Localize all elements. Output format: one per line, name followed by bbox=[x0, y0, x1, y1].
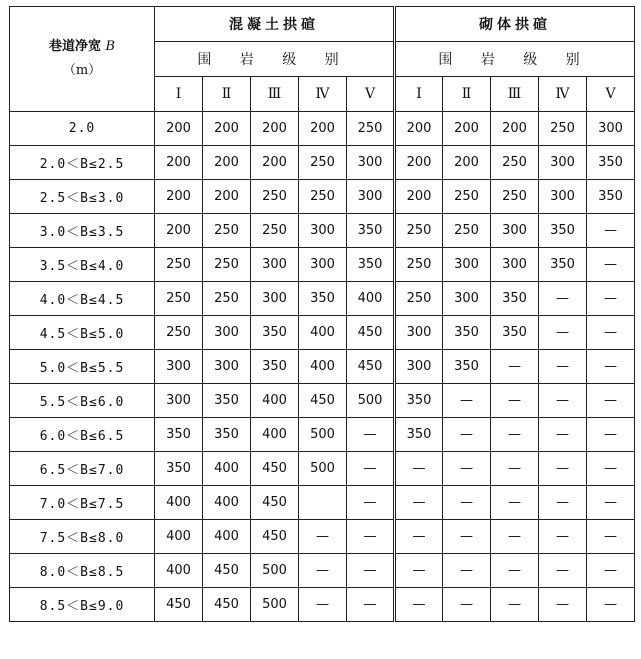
masonry-rock-grade-header: 围 岩 级 别 bbox=[395, 42, 635, 77]
masonry-thickness-cell: — bbox=[587, 452, 635, 486]
masonry-thickness-cell: — bbox=[587, 214, 635, 248]
concrete-thickness-cell: 450 bbox=[347, 350, 395, 384]
concrete-thickness-cell: 200 bbox=[203, 112, 251, 146]
masonry-thickness-cell: — bbox=[395, 486, 443, 520]
concrete-thickness-cell: 400 bbox=[155, 520, 203, 554]
width-range-cell: 4.0＜B≤4.5 bbox=[10, 282, 155, 316]
masonry-thickness-cell: — bbox=[587, 384, 635, 418]
masonry-thickness-cell: 350 bbox=[491, 316, 539, 350]
masonry-thickness-cell: — bbox=[587, 520, 635, 554]
masonry-thickness-cell: — bbox=[539, 418, 587, 452]
width-range-cell: 8.0＜B≤8.5 bbox=[10, 554, 155, 588]
masonry-thickness-cell: — bbox=[443, 418, 491, 452]
masonry-arch-header: 砌体拱碹 bbox=[395, 7, 635, 42]
concrete-thickness-cell: 500 bbox=[251, 588, 299, 622]
width-label-text: 巷道净宽 bbox=[48, 39, 101, 54]
masonry-thickness-cell: — bbox=[491, 588, 539, 622]
masonry-thickness-cell: — bbox=[491, 452, 539, 486]
concrete-thickness-cell: 400 bbox=[299, 316, 347, 350]
masonry-thickness-cell: — bbox=[443, 520, 491, 554]
width-range-cell: 5.0＜B≤5.5 bbox=[10, 350, 155, 384]
concrete-thickness-cell: 250 bbox=[347, 112, 395, 146]
concrete-thickness-cell: 350 bbox=[251, 350, 299, 384]
width-range-cell: 3.0＜B≤3.5 bbox=[10, 214, 155, 248]
concrete-thickness-cell: 400 bbox=[251, 418, 299, 452]
masonry-thickness-cell: — bbox=[443, 384, 491, 418]
concrete-thickness-cell: 300 bbox=[251, 248, 299, 282]
concrete-thickness-cell: 450 bbox=[347, 316, 395, 350]
masonry-thickness-cell: 200 bbox=[443, 112, 491, 146]
masonry-thickness-cell: — bbox=[539, 554, 587, 588]
table-row bbox=[10, 214, 635, 248]
masonry-grade-5-header: Ⅴ bbox=[587, 77, 635, 112]
concrete-thickness-cell: 200 bbox=[251, 112, 299, 146]
masonry-thickness-cell: — bbox=[587, 248, 635, 282]
table-row bbox=[10, 146, 635, 180]
concrete-thickness-cell: 250 bbox=[203, 214, 251, 248]
concrete-thickness-cell: 400 bbox=[299, 350, 347, 384]
masonry-thickness-cell: 300 bbox=[539, 180, 587, 214]
concrete-thickness-cell: 500 bbox=[299, 452, 347, 486]
arch-thickness-table bbox=[9, 6, 635, 622]
concrete-thickness-cell: 250 bbox=[155, 282, 203, 316]
concrete-thickness-cell: 250 bbox=[299, 180, 347, 214]
masonry-thickness-cell: 250 bbox=[443, 214, 491, 248]
concrete-grade-5-header: Ⅴ bbox=[347, 77, 395, 112]
concrete-thickness-cell: 400 bbox=[155, 554, 203, 588]
masonry-thickness-cell: — bbox=[491, 520, 539, 554]
masonry-thickness-cell: 250 bbox=[395, 282, 443, 316]
masonry-thickness-cell: 200 bbox=[491, 112, 539, 146]
masonry-thickness-cell: 200 bbox=[443, 146, 491, 180]
concrete-thickness-cell: 250 bbox=[155, 316, 203, 350]
masonry-thickness-cell: 350 bbox=[491, 282, 539, 316]
masonry-thickness-cell: — bbox=[587, 486, 635, 520]
table-row bbox=[10, 384, 635, 418]
concrete-thickness-cell: 500 bbox=[347, 384, 395, 418]
table-row bbox=[10, 486, 635, 520]
masonry-grade-1-header: Ⅰ bbox=[395, 77, 443, 112]
masonry-thickness-cell: 300 bbox=[491, 214, 539, 248]
width-range-cell: 5.5＜B≤6.0 bbox=[10, 384, 155, 418]
concrete-thickness-cell: 300 bbox=[299, 214, 347, 248]
masonry-grade-2-header: Ⅱ bbox=[443, 77, 491, 112]
concrete-thickness-cell: 350 bbox=[203, 384, 251, 418]
table-row bbox=[10, 282, 635, 316]
concrete-thickness-cell: 400 bbox=[203, 452, 251, 486]
masonry-grade-4-header: Ⅳ bbox=[539, 77, 587, 112]
concrete-thickness-cell: — bbox=[299, 520, 347, 554]
width-range-cell: 6.0＜B≤6.5 bbox=[10, 418, 155, 452]
thickness-table-sheet bbox=[9, 6, 635, 622]
masonry-thickness-cell: 300 bbox=[443, 248, 491, 282]
concrete-thickness-cell: — bbox=[299, 554, 347, 588]
masonry-thickness-cell: 250 bbox=[395, 248, 443, 282]
concrete-grade-3-header: Ⅲ bbox=[251, 77, 299, 112]
masonry-thickness-cell: — bbox=[491, 350, 539, 384]
masonry-thickness-cell: 300 bbox=[587, 112, 635, 146]
masonry-thickness-cell: — bbox=[443, 486, 491, 520]
masonry-thickness-cell: 350 bbox=[587, 180, 635, 214]
concrete-thickness-cell: 450 bbox=[299, 384, 347, 418]
table-row bbox=[10, 350, 635, 384]
masonry-thickness-cell: 250 bbox=[443, 180, 491, 214]
masonry-thickness-cell: — bbox=[539, 588, 587, 622]
concrete-thickness-cell: 300 bbox=[347, 146, 395, 180]
masonry-thickness-cell: 250 bbox=[491, 146, 539, 180]
masonry-thickness-cell: — bbox=[539, 350, 587, 384]
concrete-thickness-cell: 300 bbox=[347, 180, 395, 214]
masonry-thickness-cell: — bbox=[587, 418, 635, 452]
concrete-thickness-cell: 400 bbox=[203, 486, 251, 520]
masonry-thickness-cell: 250 bbox=[395, 214, 443, 248]
width-range-cell: 7.5＜B≤8.0 bbox=[10, 520, 155, 554]
masonry-grade-3-header: Ⅲ bbox=[491, 77, 539, 112]
concrete-thickness-cell: 200 bbox=[155, 214, 203, 248]
masonry-thickness-cell: 300 bbox=[395, 316, 443, 350]
masonry-thickness-cell: 350 bbox=[539, 248, 587, 282]
concrete-thickness-cell: 300 bbox=[155, 350, 203, 384]
table-header bbox=[10, 7, 635, 112]
table-row bbox=[10, 180, 635, 214]
width-range-cell: 8.5＜B≤9.0 bbox=[10, 588, 155, 622]
concrete-thickness-cell: 200 bbox=[251, 146, 299, 180]
width-range-cell: 7.0＜B≤7.5 bbox=[10, 486, 155, 520]
concrete-thickness-cell: 200 bbox=[203, 180, 251, 214]
concrete-thickness-cell: 300 bbox=[155, 384, 203, 418]
concrete-arch-header: 混凝土拱碹 bbox=[155, 7, 395, 42]
concrete-thickness-cell: 400 bbox=[347, 282, 395, 316]
width-range-cell: 4.5＜B≤5.0 bbox=[10, 316, 155, 350]
concrete-thickness-cell: — bbox=[347, 452, 395, 486]
masonry-thickness-cell: 350 bbox=[395, 384, 443, 418]
concrete-thickness-cell: 400 bbox=[155, 486, 203, 520]
masonry-thickness-cell: — bbox=[491, 554, 539, 588]
concrete-thickness-cell: — bbox=[299, 588, 347, 622]
masonry-thickness-cell: — bbox=[587, 554, 635, 588]
masonry-thickness-cell: — bbox=[443, 554, 491, 588]
masonry-thickness-cell: 200 bbox=[395, 146, 443, 180]
masonry-thickness-cell: 350 bbox=[443, 316, 491, 350]
masonry-thickness-cell: — bbox=[587, 282, 635, 316]
concrete-thickness-cell: 300 bbox=[203, 350, 251, 384]
concrete-thickness-cell: 200 bbox=[155, 180, 203, 214]
table-row bbox=[10, 112, 635, 146]
masonry-thickness-cell: 350 bbox=[395, 418, 443, 452]
masonry-thickness-cell: — bbox=[491, 384, 539, 418]
masonry-thickness-cell: 350 bbox=[539, 214, 587, 248]
concrete-grade-1-header: Ⅰ bbox=[155, 77, 203, 112]
concrete-rock-grade-header: 围 岩 级 别 bbox=[155, 42, 395, 77]
concrete-thickness-cell: 450 bbox=[155, 588, 203, 622]
width-range-cell: 2.0＜B≤2.5 bbox=[10, 146, 155, 180]
masonry-thickness-cell: — bbox=[395, 588, 443, 622]
concrete-thickness-cell: 200 bbox=[203, 146, 251, 180]
masonry-thickness-cell: 350 bbox=[443, 350, 491, 384]
concrete-thickness-cell: 350 bbox=[155, 418, 203, 452]
masonry-thickness-cell: 250 bbox=[491, 180, 539, 214]
width-range-cell: 2.0 bbox=[10, 112, 155, 146]
masonry-thickness-cell: — bbox=[539, 520, 587, 554]
concrete-thickness-cell: 450 bbox=[251, 452, 299, 486]
masonry-thickness-cell: 350 bbox=[587, 146, 635, 180]
concrete-thickness-cell: 350 bbox=[347, 248, 395, 282]
concrete-thickness-cell: 350 bbox=[347, 214, 395, 248]
concrete-thickness-cell: 450 bbox=[203, 588, 251, 622]
concrete-thickness-cell: — bbox=[347, 554, 395, 588]
concrete-thickness-cell: 450 bbox=[251, 486, 299, 520]
masonry-thickness-cell: — bbox=[539, 316, 587, 350]
concrete-thickness-cell: 300 bbox=[251, 282, 299, 316]
concrete-thickness-cell: 250 bbox=[251, 214, 299, 248]
concrete-thickness-cell: 200 bbox=[155, 146, 203, 180]
concrete-thickness-cell bbox=[299, 486, 347, 520]
table-body bbox=[10, 112, 635, 622]
concrete-thickness-cell: — bbox=[347, 486, 395, 520]
concrete-grade-2-header: Ⅱ bbox=[203, 77, 251, 112]
masonry-thickness-cell: 300 bbox=[443, 282, 491, 316]
concrete-thickness-cell: 500 bbox=[251, 554, 299, 588]
masonry-thickness-cell: — bbox=[491, 418, 539, 452]
masonry-thickness-cell: — bbox=[443, 588, 491, 622]
concrete-thickness-cell: 500 bbox=[299, 418, 347, 452]
concrete-thickness-cell: 350 bbox=[251, 316, 299, 350]
concrete-thickness-cell: — bbox=[347, 418, 395, 452]
concrete-thickness-cell: 350 bbox=[299, 282, 347, 316]
masonry-thickness-cell: — bbox=[587, 350, 635, 384]
masonry-thickness-cell: — bbox=[539, 384, 587, 418]
table-row bbox=[10, 588, 635, 622]
concrete-thickness-cell: 300 bbox=[203, 316, 251, 350]
table-row bbox=[10, 554, 635, 588]
masonry-thickness-cell: — bbox=[395, 452, 443, 486]
concrete-thickness-cell: 200 bbox=[155, 112, 203, 146]
masonry-thickness-cell: — bbox=[539, 452, 587, 486]
masonry-thickness-cell: 200 bbox=[395, 112, 443, 146]
concrete-thickness-cell: 450 bbox=[203, 554, 251, 588]
masonry-thickness-cell: — bbox=[587, 316, 635, 350]
masonry-thickness-cell: 300 bbox=[539, 146, 587, 180]
concrete-thickness-cell: 400 bbox=[203, 520, 251, 554]
width-range-cell: 3.5＜B≤4.0 bbox=[10, 248, 155, 282]
table-row bbox=[10, 418, 635, 452]
masonry-thickness-cell: — bbox=[539, 486, 587, 520]
concrete-thickness-cell: 300 bbox=[299, 248, 347, 282]
width-range-cell: 6.5＜B≤7.0 bbox=[10, 452, 155, 486]
masonry-thickness-cell: 300 bbox=[491, 248, 539, 282]
table-row bbox=[10, 520, 635, 554]
concrete-thickness-cell: 200 bbox=[299, 112, 347, 146]
masonry-thickness-cell: — bbox=[539, 282, 587, 316]
concrete-thickness-cell: 250 bbox=[203, 248, 251, 282]
width-unit-text: （m） bbox=[62, 63, 102, 78]
masonry-thickness-cell: — bbox=[443, 452, 491, 486]
masonry-thickness-cell: — bbox=[491, 486, 539, 520]
concrete-thickness-cell: 400 bbox=[251, 384, 299, 418]
concrete-thickness-cell: — bbox=[347, 588, 395, 622]
table-row bbox=[10, 248, 635, 282]
concrete-grade-4-header: Ⅳ bbox=[299, 77, 347, 112]
concrete-thickness-cell: 250 bbox=[299, 146, 347, 180]
masonry-thickness-cell: 300 bbox=[395, 350, 443, 384]
concrete-thickness-cell: 250 bbox=[251, 180, 299, 214]
concrete-thickness-cell: 450 bbox=[251, 520, 299, 554]
width-header-cell bbox=[10, 7, 155, 112]
masonry-thickness-cell: 200 bbox=[395, 180, 443, 214]
concrete-thickness-cell: 350 bbox=[203, 418, 251, 452]
masonry-thickness-cell: — bbox=[587, 588, 635, 622]
concrete-thickness-cell: 250 bbox=[203, 282, 251, 316]
width-var-text: B bbox=[105, 39, 116, 54]
table-row bbox=[10, 316, 635, 350]
table-row bbox=[10, 452, 635, 486]
concrete-thickness-cell: 250 bbox=[155, 248, 203, 282]
concrete-thickness-cell: — bbox=[347, 520, 395, 554]
masonry-thickness-cell: — bbox=[395, 520, 443, 554]
masonry-thickness-cell: 250 bbox=[539, 112, 587, 146]
masonry-thickness-cell: — bbox=[395, 554, 443, 588]
width-header-label bbox=[10, 35, 154, 83]
concrete-thickness-cell: 350 bbox=[155, 452, 203, 486]
width-range-cell: 2.5＜B≤3.0 bbox=[10, 180, 155, 214]
